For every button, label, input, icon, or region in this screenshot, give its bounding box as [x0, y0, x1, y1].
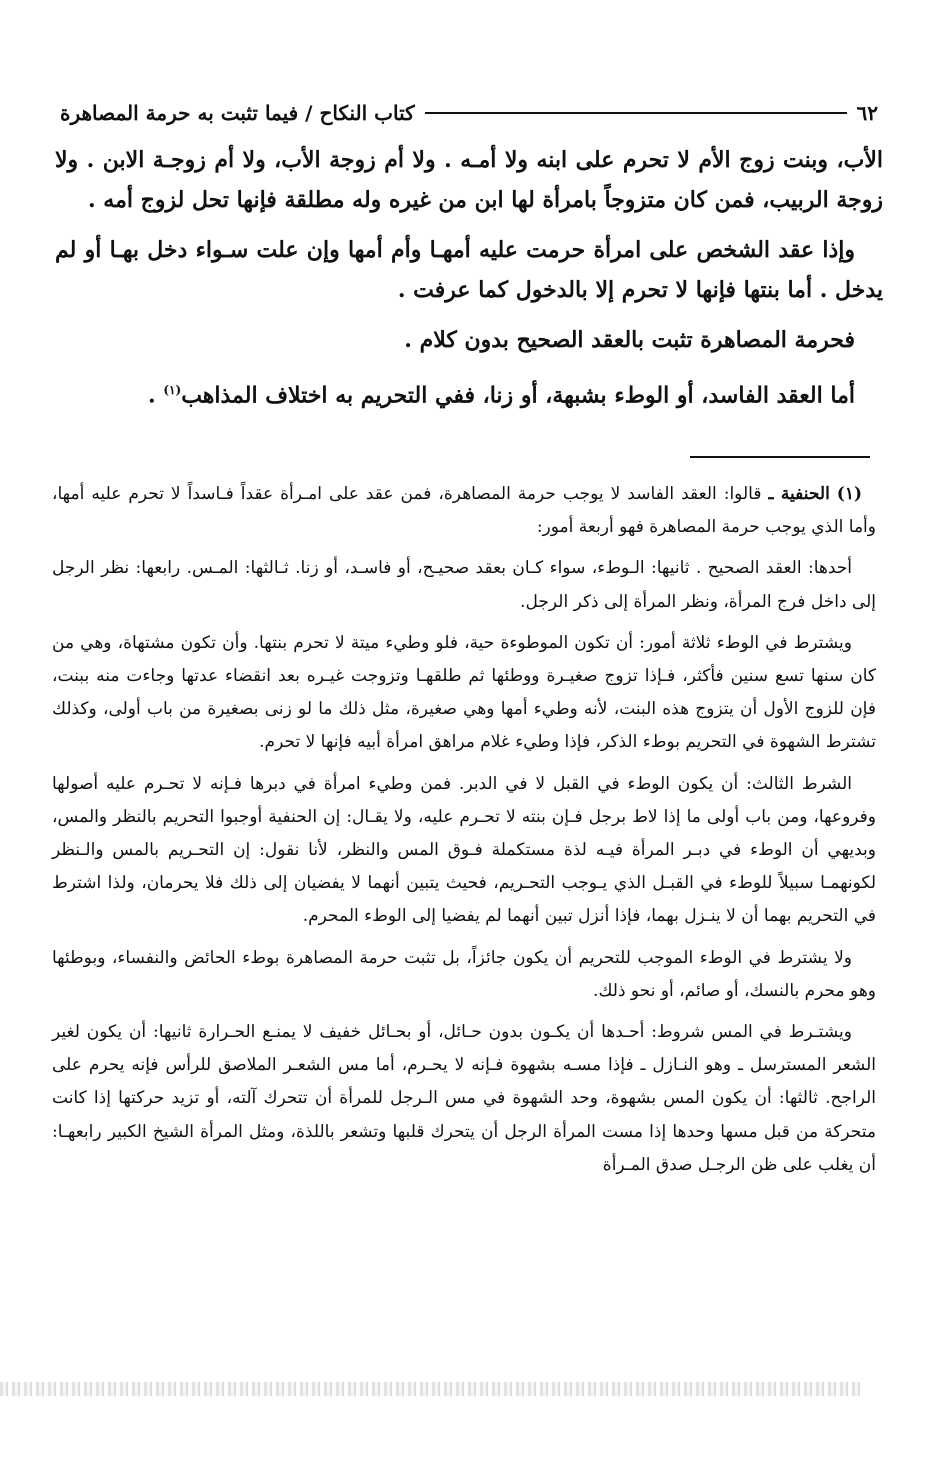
- page-number: ٦٢: [856, 101, 878, 125]
- footnote-text: قالوا: العقد الفاسد لا يوجب حرمة المصاهرة، فمن عقد على امـرأة عقداً فـاسداً لا تحرم عليه أمها، وأما الذي يوجب حرمة المصاهرة فهو أربعة أمور:: [52, 484, 876, 538]
- footnote-paragraph: ويشتـرط في المس شروط: أحـدها أن يكـون بدون حـائل، أو بحـائل خفيف لا يمنـع الحـرارة ثانيها: أن يكون لغير الشعر المسترسل ـ وهو النـازل ـ فإذا مسـه بشهوة فـإنه لا يحـرم، أما مس الشعـر الملاصق للرأس فإنه يحرم على الراجح. ثالثها: أن يكون المس بشهوة، وحد الشهوة في مس الـرجل للمرأة أن تتحرك آلته، أو تزيد حركتها إذا كانت متحركة من قبل مسها وحدها إذا مست المرأة الرجل أن يتحرك قلبها وتشعر باللذة، ومثل المرأة الشيخ الكبير رابعهـا: أن يغلب على ظن الرجـل صدق المـرأة: [52, 1022, 876, 1175]
- footnote-paragraph: ويشترط في الوطء ثلاثة أمور: أن تكون الموطوءة حية، فلو وطيء ميتة لا تحرم بنتها. وأن تكون مشتهاة، وهي من كان سنها تسع سنين فأكثر، فـإذا تزوج صغيـرة ووطئها ثم طلقهـا وتزوجت غيـره بعد انقضاء عدتها وجاءت منه ببنت، فإن للزوج الأول أن يتزوج هذه البنت، لأنه وطيء أمها وهي صغيرة، مثل ذلك ما لو زنى بصغيرة من باب أولى، وكذلك تشترط الشهوة في التحريم بوطء الذكر، فإذا وطيء غلام مراهق امرأة أبيه فإنها لا تحرم.: [52, 632, 876, 753]
- footnote-label: الحنفية ـ: [768, 484, 830, 504]
- running-header: [60, 96, 878, 130]
- sentence-end: .: [148, 382, 164, 409]
- footnote-paragraph: ولا يشترط في الوطء الموجب للتحريم أن يكون جائزاً، بل تثبت حرمة المصاهرة بوطء الحائض والنفساء، وبوطئها وهو محرم بالنسك، أو صائم، أو نحو ذلك.: [52, 947, 876, 1001]
- footnote-number: (١): [836, 484, 863, 504]
- main-text: [55, 140, 883, 425]
- running-title: كتاب النكاح / فيما تثبت به حرمة المصاهرة: [60, 101, 415, 125]
- scan-artifact: [0, 1382, 860, 1396]
- main-paragraph: وإذا عقد الشخص على امرأة حرمت عليه أمهـا وأم أمها وإن علت سـواء دخل بهـا أو لم يدخل . أما بنتها فإنها لا تحرم إلا بالدخول كما عرفت .: [55, 237, 883, 303]
- header-rule: [425, 112, 847, 114]
- main-paragraph-last: [55, 370, 883, 415]
- main-paragraph: الأب، وبنت زوج الأم لا تحرم على ابنه ولا أمـه . ولا أم زوجة الأب، ولا أم زوجـة الابن . ولا زوجة الربيب، فمن كان متزوجاً بامرأة لها ابن من غيره وله مطلقة فإنها تحل لزوج أمه .: [55, 147, 883, 213]
- main-paragraph-text: أما العقد الفاسد، أو الوطء بشبهة، أو زنا، ففي التحريم به اختلاف المذاهب: [181, 382, 855, 409]
- footnote-paragraph: الشرط الثالث: أن يكون الوطء في القبل لا في الدبر. فمن وطيء امرأة في دبرها فـإنه لا تحـرم عليه أصولها وفروعها، ومن باب أولى ما إذا لاط برجل فـإن بنته لا تحـرم عليه، ولا يقـال: إن الحنفية أوجبوا التحريم بالنظر والمس، وبديهي أن الوطء في دبـر المرأة فيـه لذة مستكملة فـوق المس والنظر، لأنا نقول: إن التحـريم بالمس والـنظر لكونهمـا سبيلاً للوطء في القبـل الذي يـوجب التحـريم، فحيث يتبين أنهما لا يفضيان إلى ذلك فلا يحرمان، ولذا اشترط في التحريم بهما أن لا ينـزل بهما، فإذا أنزل تبين أنهما لم يفضيا إلى الوطء المحرم.: [52, 773, 876, 927]
- footnote-paragraph: [52, 478, 876, 544]
- footnote-paragraph: أحدها: العقد الصحيح . ثانيها: الـوطء، سواء كـان بعقد صحيـح، أو فاسـد، أو زنا. ثـالثها: المـس. رابعها: نظر الرجل إلى داخل فرج المرأة، ونظر المرأة إلى ذكر الرجل.: [52, 558, 876, 612]
- footnote-block: [52, 478, 876, 1190]
- main-paragraph: فحرمة المصاهرة تثبت بالعقد الصحيح بدون كلام .: [404, 327, 855, 353]
- footnote-separator: [690, 456, 870, 458]
- footnote-reference: (١): [163, 383, 182, 397]
